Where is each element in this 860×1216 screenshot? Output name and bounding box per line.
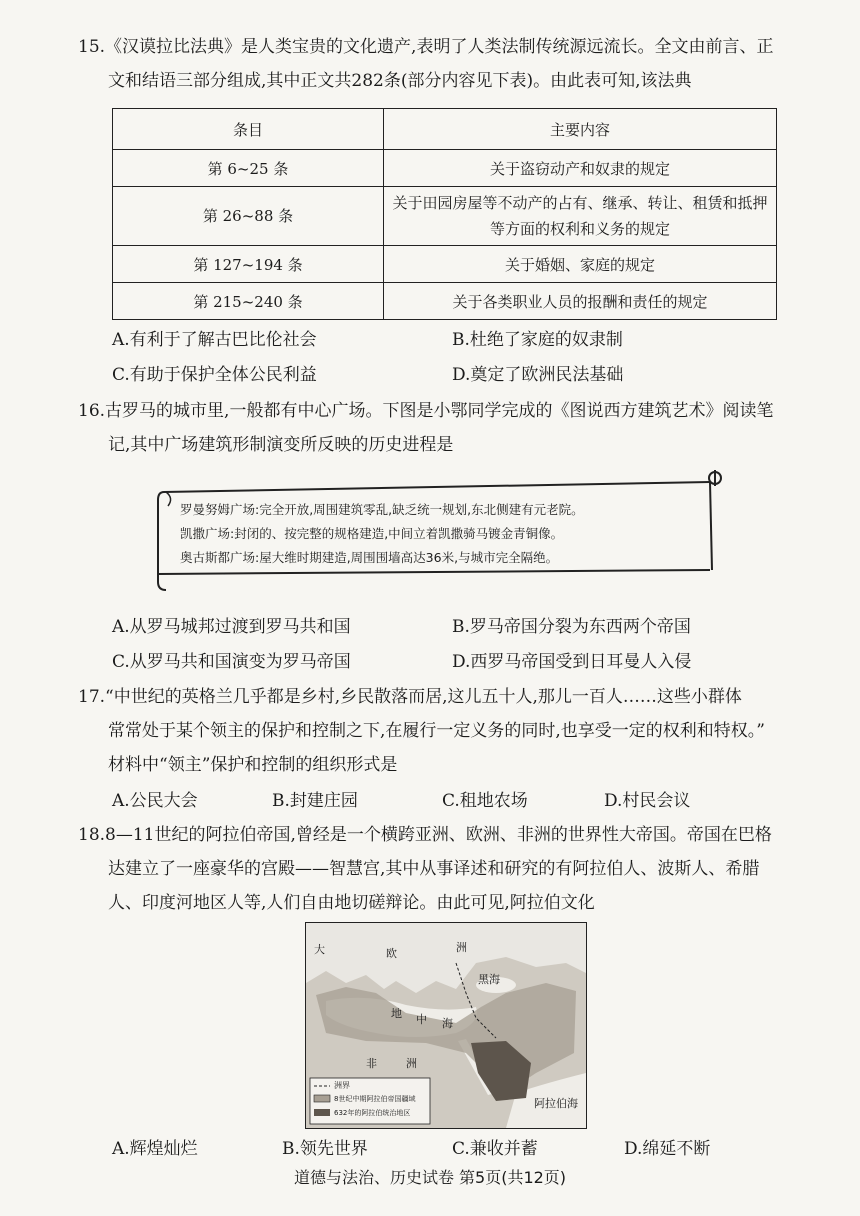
option-c[interactable]: C.从罗马共和国演变为罗马帝国 — [112, 652, 351, 672]
table-cell: 第 26~88 条 — [113, 187, 384, 246]
option-b[interactable]: B.领先世界 — [282, 1139, 368, 1159]
table-row — [113, 246, 777, 283]
page-footer: 道德与法治、历史试卷 第5页(共12页) — [293, 1168, 567, 1187]
map-label-black-sea: 黑海 — [478, 973, 500, 986]
question-17-stem-line2: 常常处于某个领主的保护和控制之下,在履行一定义务的同时,也享受一定的权利和特权。” — [108, 721, 765, 741]
option-c[interactable]: C.兼收并蓄 — [452, 1139, 538, 1159]
map-label-europe-1: 欧 — [386, 947, 397, 960]
table-cell: 第 127~194 条 — [113, 246, 384, 283]
option-c[interactable]: C.租地农场 — [442, 791, 528, 811]
option-b[interactable]: B.封建庄园 — [272, 791, 358, 811]
table-row — [113, 283, 777, 320]
table-cell: 关于婚姻、家庭的规定 — [384, 246, 777, 283]
option-d[interactable]: D.村民会议 — [604, 791, 691, 811]
table-row — [113, 187, 777, 246]
scroll-notes — [180, 498, 710, 570]
table-header-content: 主要内容 — [384, 109, 777, 150]
option-b[interactable]: B.罗马帝国分裂为东西两个帝国 — [452, 617, 691, 637]
option-c[interactable]: C.有助于保护全体公民利益 — [112, 365, 317, 385]
table-row — [113, 150, 777, 187]
legend-632: 632年的阿拉伯统治地区 — [334, 1109, 411, 1117]
question-17-stem-line1: 17.“中世纪的英格兰几乎都是乡村,乡民散落而居,这儿五十人,那儿一百人……这些小群体 — [78, 687, 742, 707]
question-18-stem-line1: 18.8—11世纪的阿拉伯帝国,曾经是一个横跨亚洲、欧洲、非洲的世界性大帝国。帝国在巴格 — [78, 825, 772, 845]
note-forum-romanum: 罗曼努姆广场:完全开放,周围建筑零乱,缺乏统一规划,东北侧建有元老院。 — [180, 502, 584, 517]
map-label-africa-1: 非 — [366, 1057, 377, 1070]
question-17-stem-line3: 材料中“领主”保护和控制的组织形式是 — [108, 755, 398, 775]
table-header-articles: 条目 — [113, 109, 384, 150]
option-d[interactable]: D.西罗马帝国受到日耳曼人入侵 — [452, 652, 692, 672]
legend-empire: 8世纪中期阿拉伯帝国疆域 — [334, 1095, 416, 1103]
option-a[interactable]: A.辉煌灿烂 — [112, 1139, 198, 1159]
table-cell: 第 6~25 条 — [113, 150, 384, 187]
table-cell: 第 215~240 条 — [113, 283, 384, 320]
option-b[interactable]: B.杜绝了家庭的奴隶制 — [452, 330, 623, 350]
question-17 — [78, 680, 808, 782]
table-cell: 关于田园房屋等不动产的占有、继承、转让、租赁和抵押等方面的权利和义务的规定 — [384, 187, 777, 246]
map-label-med-1: 地 — [391, 1007, 402, 1020]
note-forum-caesar: 凯撒广场:封闭的、按完整的规格建造,中间立着凯撒骑马镀金青铜像。 — [180, 526, 564, 541]
option-d[interactable]: D.绵延不断 — [624, 1139, 711, 1159]
question-18 — [78, 818, 808, 920]
table-cell: 关于各类职业人员的报酬和责任的规定 — [384, 283, 777, 320]
question-16 — [78, 394, 808, 462]
legend-boundary: 洲界 — [334, 1081, 350, 1090]
reading-notes-scroll — [150, 470, 725, 592]
map-label-africa-2: 洲 — [406, 1057, 417, 1070]
map-label-big: 大 — [314, 943, 325, 956]
option-a[interactable]: A.有利于了解古巴比伦社会 — [112, 330, 317, 350]
law-code-table — [112, 108, 777, 320]
table-cell: 关于盗窃动产和奴隶的规定 — [384, 150, 777, 187]
note-forum-augustus: 奥古斯都广场:屋大维时期建造,周围围墙高达36米,与城市完全隔绝。 — [180, 550, 559, 565]
question-18-stem-line3: 人、印度河地区人等,人们自由地切磋辩论。由此可见,阿拉伯文化 — [108, 893, 595, 913]
arab-empire-map — [305, 922, 587, 1129]
map-label-med-2: 中 — [416, 1013, 427, 1026]
option-d[interactable]: D.奠定了欧洲民法基础 — [452, 365, 624, 385]
question-15-stem-line1: 15.《汉谟拉比法典》是人类宝贵的文化遗产,表明了人类法制传统源远流长。全文由前言、正 — [78, 37, 774, 57]
map-label-arabian-sea: 阿拉伯海 — [534, 1097, 578, 1110]
map-label-europe-2: 洲 — [456, 941, 467, 954]
question-16-stem-line1: 16.古罗马的城市里,一般都有中心广场。下图是小鄂同学完成的《图说西方建筑艺术》阅读笔 — [78, 401, 774, 421]
question-16-stem-line2: 记,其中广场建筑形制演变所反映的历史进程是 — [108, 435, 454, 455]
question-18-stem-line2: 达建立了一座豪华的宫殿——智慧宫,其中从事译述和研究的有阿拉伯人、波斯人、希腊 — [108, 859, 760, 879]
question-15-stem-line2: 文和结语三部分组成,其中正文共282条(部分内容见下表)。由此表可知,该法典 — [108, 71, 692, 91]
option-a[interactable]: A.从罗马城邦过渡到罗马共和国 — [112, 617, 351, 637]
option-a[interactable]: A.公民大会 — [112, 791, 198, 811]
question-15 — [78, 30, 798, 98]
map-label-med-3: 海 — [442, 1017, 453, 1030]
